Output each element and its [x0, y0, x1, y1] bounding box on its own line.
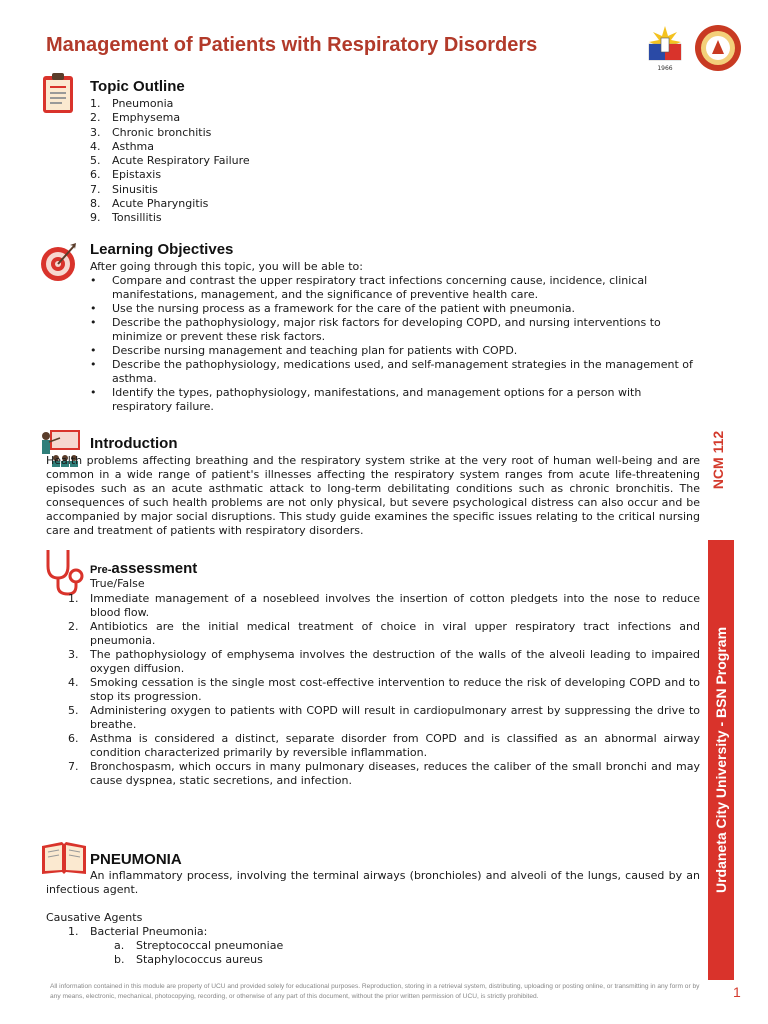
logo-year: 1966 [657, 65, 673, 72]
university-seal-logo [694, 24, 742, 72]
pre-assessment-heading [90, 560, 197, 577]
objectives-intro: After going through this topic, you will be able to: [90, 260, 363, 273]
pre-assessment-prefix: Pre- [90, 564, 112, 576]
list-item: 2. Emphysema [90, 111, 181, 125]
page-title: Management of Patients with Respiratory Disorders [46, 34, 538, 56]
list-item: 5. Administering oxygen to patients with COPD will result in cardiopulmonary arrest by suppressing the drive to breathe. [68, 704, 700, 731]
list-item: 9. Tonsillitis [90, 211, 162, 225]
list-item: 1. Immediate management of a nosebleed involves the insertion of cotton pledgets into the nose to reduce blood flow. [68, 592, 700, 619]
copyright-footer: All information contained in this module are property of UCU and provided solely for educational purposes. Reproduction, storing in a retrieval system, distributing, uploading or posting online, or transmitting in any form or by any means, electronic, mechanical, photocopying, recording, or otherwise of any part of this document, without the prior written permission of UCU, is strictly prohibited. [50, 983, 700, 1000]
philippine-seal-logo [641, 22, 689, 74]
list-item: 3. The pathophysiology of emphysema involves the destruction of the walls of the alveoli leading to impaired oxygen diffusion. [68, 648, 700, 675]
list-item: • Describe nursing management and teaching plan for patients with COPD. [90, 344, 518, 357]
pneumonia-heading: PNEUMONIA [90, 851, 182, 868]
list-item: 4. Asthma [90, 139, 154, 153]
introduction-heading: Introduction [90, 435, 178, 452]
course-code-label: NCM 112 [710, 430, 727, 490]
learning-objectives-list [90, 260, 702, 414]
page-number: 1 [733, 984, 741, 1000]
list-item: • Use the nursing process as a framework for the care of the patient with pneumonia. [90, 302, 576, 315]
list-item: • Describe the pathophysiology, medications used, and self-management strategies in the management of asthma. [90, 358, 693, 385]
list-item: 6. Epistaxis [90, 168, 162, 182]
list-item: 6. Asthma is considered a distinct, separate disorder from COPD and is classified as an abnormal airway condition characterized primarily by reversible inflammation. [68, 732, 700, 759]
list-item: 1. Bacterial Pneumonia: [68, 925, 208, 938]
list-item: 1. Pneumonia [90, 97, 174, 110]
causative-agents-list [68, 925, 568, 967]
list-item: • Describe the pathophysiology, major risk factors for developing COPD, and nursing interventions to minimize or prevent these risk factors. [90, 316, 661, 343]
topic-outline-list [90, 97, 490, 226]
list-item: 7. Sinusitis [90, 182, 158, 196]
pre-assessment-subheading: True/False [90, 577, 145, 590]
list-item: 7. Bronchospasm, which occurs in many pulmonary diseases, reduces the caliber of the small bronchi and may cause dyspnea, static secretions, and infection. [68, 760, 700, 787]
pre-assessment-main: assessment [111, 560, 198, 577]
list-item: 4. Smoking cessation is the single most cost-effective intervention to reduce the risk of developing COPD and to stop its progression. [68, 676, 700, 703]
causative-agents-label: Causative Agents [46, 911, 143, 924]
introduction-text: Health problems affecting breathing and the respiratory system strike at the very root of human well-being and are common in a wide range of patient's illnesses affecting the respiratory system ranges from acute life-threatening episodes such as an acute asthmatic attack to long-term debilitating conditions such as chronic bronchitis. The consequences of such health problems are not only physical, but severe psychological distress can also occur and be accompanied by major social disruptions. This study guide examines the specific issues relating to the critical nursing care and treatment of patients with respiratory disorders. [46, 454, 700, 537]
pneumonia-definition: An inflammatory process, involving the terminal airways (bronchioles) and alveoli of the lungs, caused by an infectious agent. [46, 869, 700, 896]
list-item: • Compare and contrast the upper respiratory tract infections concerning cause, incidence, clinical manifestations, management, and the significance of preventive health care. [90, 274, 648, 301]
list-item: a. Streptococcal pneumoniae [114, 939, 284, 952]
program-side-banner [708, 540, 734, 980]
list-item: 5. Acute Respiratory Failure [90, 154, 250, 168]
list-item: • Identify the types, pathophysiology, manifestations, and management options for a person with respiratory failure. [90, 386, 642, 413]
pre-assessment-list [68, 592, 700, 788]
learning-objectives-heading: Learning Objectives [90, 241, 234, 258]
clipboard-icon [42, 72, 74, 118]
program-label: Urdaneta City University - BSN Program [713, 626, 729, 894]
list-item: 3. Chronic bronchitis [90, 125, 212, 139]
target-icon [40, 242, 78, 286]
topic-outline-heading: Topic Outline [90, 78, 185, 95]
list-item: 2. Antibiotics are the initial medical treatment of choice in viral upper respiratory tract infections and pneumonia. [68, 620, 700, 647]
list-item: b. Staphylococcus aureus [114, 953, 263, 966]
list-item: 8. Acute Pharyngitis [90, 197, 209, 211]
